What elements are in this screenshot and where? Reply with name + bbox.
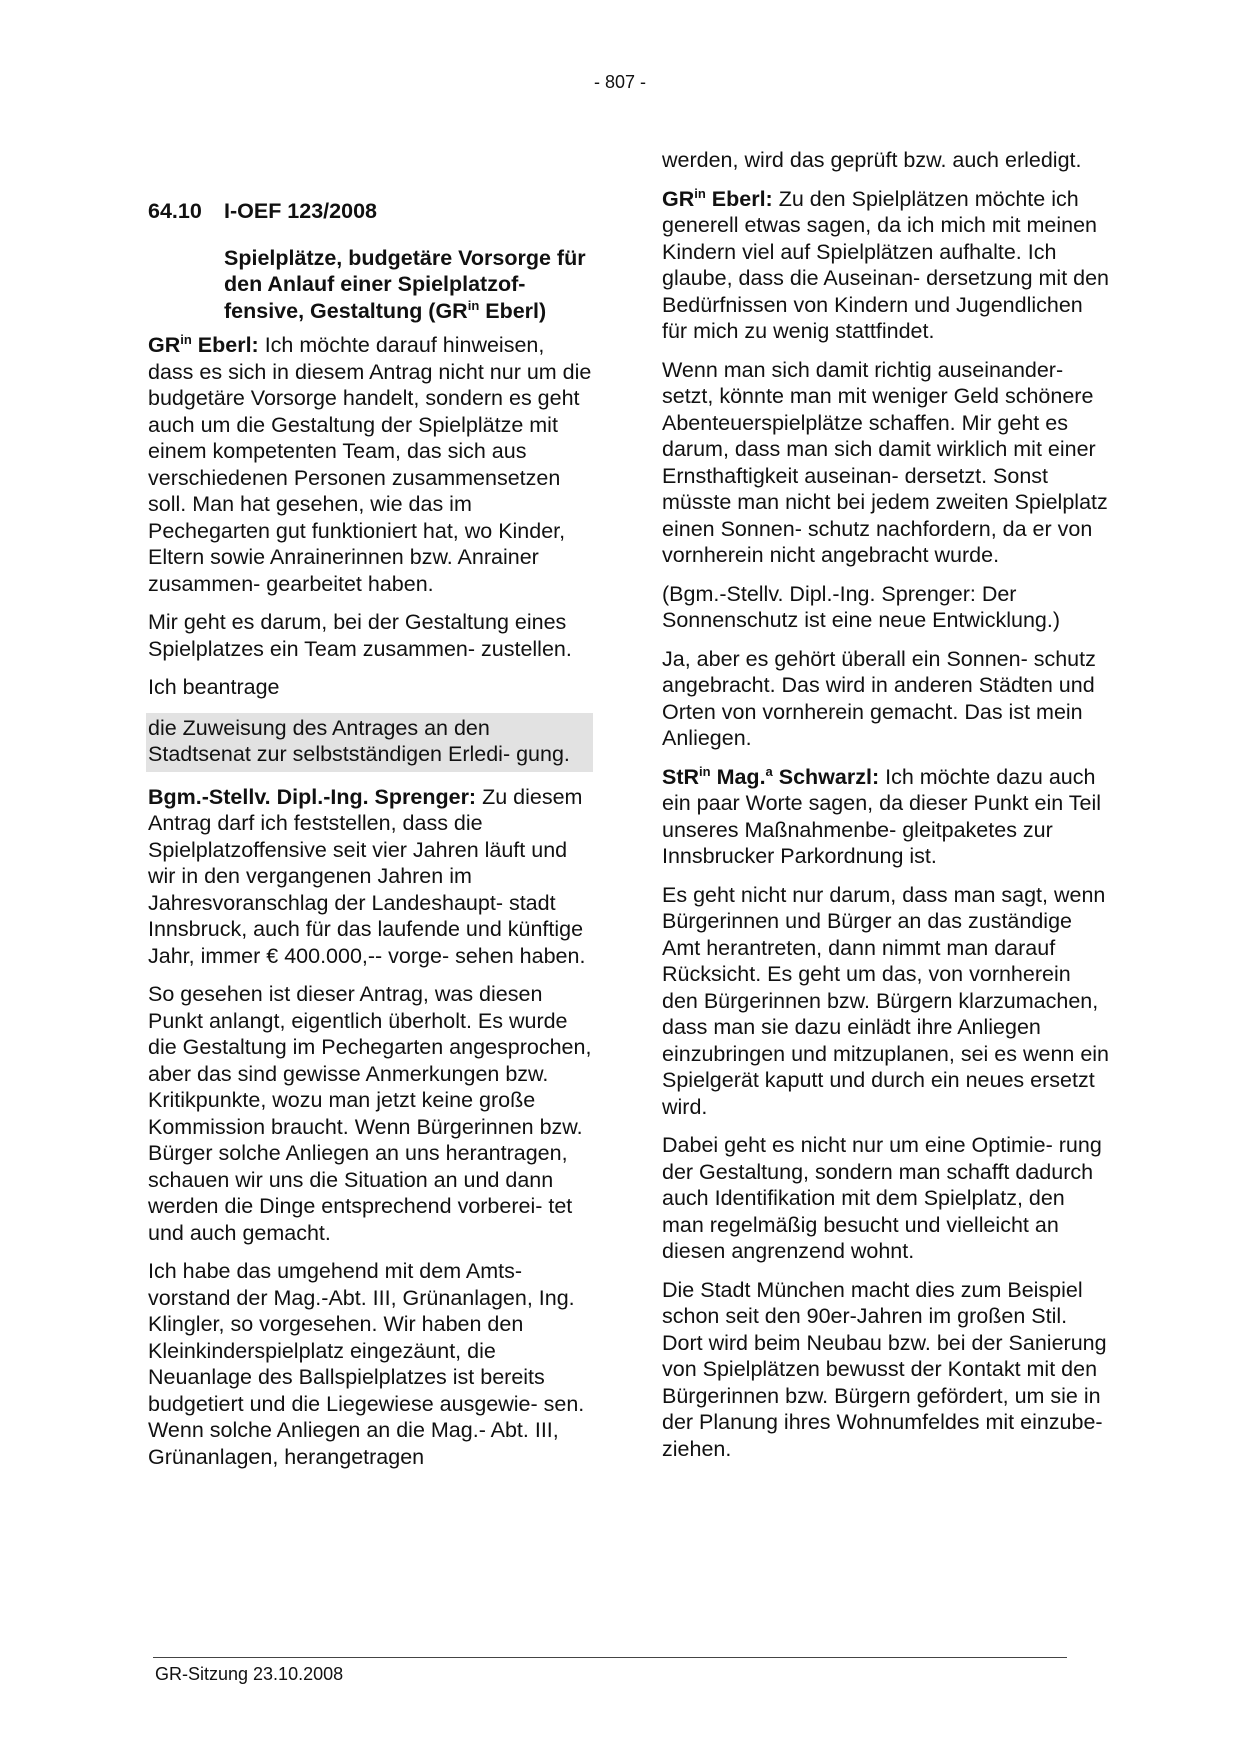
speaker-name: StR$^{in}$ Mag.$^a$ Schwarzl: bbox=[662, 763, 880, 789]
paragraph: werden, wird das geprüft bzw. auch erledigt. bbox=[662, 148, 1082, 172]
footer-divider bbox=[153, 1657, 1067, 1658]
paragraph: Es geht nicht nur darum, dass man sagt, wenn Bürgerinnen und Bürger an das zuständige Amt herantreten, dann nimmt man darauf Rücksicht. Es geht um das, von vornherein den Bürgerinnen bzw. Bürgern klarzumachen, dass man sie dazu einlädt ihre Anliegen einzubringen und mitzuplanen, sei es wenn ein Spielgerät kaputt und durch ein neues ersetzt wird. bbox=[662, 882, 1110, 1119]
paragraph: Mir geht es darum, bei der Gestaltung eines Spielplatzes ein Team zusammen- zustellen. bbox=[148, 610, 572, 661]
paragraph: Bgm.-Stellv. Dipl.-Ing. Sprenger: Zu diesem Antrag darf ich feststellen, dass die Spielplatzoffensive seit vier Jahren läuft und wir in den vergangenen Jahren im Jahresvoranschlag der Landeshaupt- stadt Innsbruck, auch für das laufende und künftige Jahr, immer € 400.000,-- vorge- sehen haben. bbox=[148, 784, 586, 968]
agenda-number: 64.10 bbox=[148, 199, 202, 223]
agenda-title: Spielplätze, budgetäre Vorsorge für den Anlauf einer Spielplatzof- fensive, Gestaltung ($GR^{in}$ Eberl) bbox=[224, 245, 586, 323]
agenda-heading bbox=[148, 198, 593, 225]
paragraph: Ich habe das umgehend mit dem Amts- vorstand der Mag.-Abt. III, Grünanlagen, Ing. Klingler, so vorgesehen. Wir haben den Kleinkinderspielplatz eingezäunt, die Neuanlage des Ballspielplatzes ist bereits budgetiert und die Liegewiese ausgewie- sen. Wenn solche Anliegen an die Mag.- Abt. III, Grünanlagen, herangetragen bbox=[148, 1259, 585, 1469]
motion-box: die Zuweisung des Antrages an den Stadtsenat zur selbstständigen Erledi- gung. bbox=[146, 713, 593, 772]
paragraph: Wenn man sich damit richtig auseinander- setzt, könnte man mit weniger Geld schönere Abenteuerspielplätze schaffen. Mir geht es darum, dass man sich damit wirklich mit einer Ernsthaftigkeit auseinan- dersetzt. Sonst müsste man nicht bei jedem zweiten Spielplatz einen Sonnen- schutz nachfordern, da er von vornherein nicht angebracht wurde. bbox=[662, 357, 1108, 567]
paragraph: $GR^{in}$ Eberl: Ich möchte darauf hinweisen, dass es sich in diesem Antrag nicht nur um die budgetäre Vorsorge handelt, sondern es geht auch um die Gestaltung der Spielplätze mit einem kompetenten Team, das sich aus verschiedenen Personen zusammensetzen soll. Man hat gesehen, wie das im Pechegarten gut funktioniert hat, wo Kinder, Eltern sowie Anrainerinnen bzw. Anrainer zusammen- gearbeitet haben. bbox=[148, 331, 592, 596]
paragraph: So gesehen ist dieser Antrag, was diesen Punkt anlangt, eigentlich überholt. Es wurde die Gestaltung im Pechegarten angesprochen, aber das sind gewisse Anmerkungen bzw. Kritikpunkte, wozu man jetzt keine große Kommission braucht. Wenn Bürgerinnen bzw. Bürger solche Anliegen an uns herantragen, schauen wir uns die Situation an und dann werden die Dinge entsprechend vorberei- tet und auch gemacht. bbox=[148, 982, 592, 1245]
left-column bbox=[148, 150, 593, 1482]
paragraph: Die Stadt München macht dies zum Beispiel schon seit den 90er-Jahren im großen Stil. Dort wird beim Neubau bzw. bei der Sanierung von Spielplätzen bewusst der Kontakt mit den Bürgerinnen bzw. Bürgern gefördert, um sie in der Planung ihres Wohnumfeldes mit einzube- ziehen. bbox=[662, 1277, 1107, 1461]
agenda-code: I-OEF 123/2008 bbox=[224, 199, 377, 223]
paragraph: (Bgm.-Stellv. Dipl.-Ing. Sprenger: Der Sonnenschutz ist eine neue Entwicklung.) bbox=[662, 581, 1060, 632]
footer-text: GR-Sitzung 23.10.2008 bbox=[155, 1664, 344, 1684]
paragraph: StR$^{in}$ Mag.$^a$ Schwarzl: Ich möchte dazu auch ein paar Worte sagen, da dieser Punkt ein Teil unseres Maßnahmenbe- gleitpaketes zur Innsbrucker Parkordnung ist. bbox=[662, 763, 1102, 868]
paragraph: Dabei geht es nicht nur um eine Optimie- rung der Gestaltung, sondern man schafft dadurch auch Identifikation mit dem Spielplatz, den man regelmäßig besucht und vielleicht an diesen angrenzend wohnt. bbox=[662, 1133, 1102, 1263]
paragraph: $GR^{in}$ Eberl: Zu den Spielplätzen möchte ich generell etwas sagen, da ich mich mit meinen Kindern viel auf Spielplätzen aufhalte. Ich glaube, dass die Auseinan- dersetzung mit den Bedürfnissen von Kindern und Jugendlichen für mich zu wenig stattfindet. bbox=[662, 185, 1110, 343]
paragraph: Ja, aber es gehört überall ein Sonnen- schutz angebracht. Das wird in anderen Städten und Orten von vornherein gemacht. Das ist mein Anliegen. bbox=[662, 646, 1096, 750]
speaker-name: $GR^{in}$ Eberl: bbox=[662, 185, 773, 211]
speaker-name: Bgm.-Stellv. Dipl.-Ing. Sprenger: bbox=[148, 784, 477, 809]
page-number: - 807 - bbox=[593, 72, 647, 92]
speaker-name: $GR^{in}$ Eberl: bbox=[148, 331, 259, 357]
right-column bbox=[662, 147, 1112, 1474]
paragraph: Ich beantrage bbox=[148, 675, 280, 699]
